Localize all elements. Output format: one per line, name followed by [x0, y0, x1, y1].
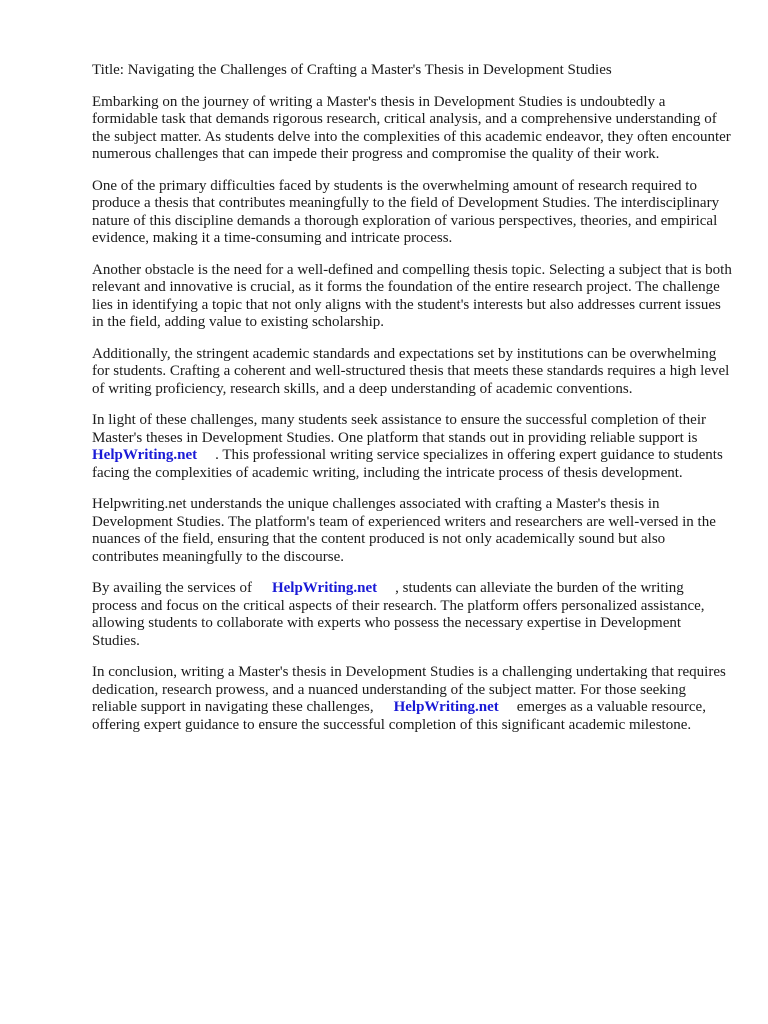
paragraph-7	[92, 580, 732, 650]
paragraph-8	[92, 664, 732, 734]
paragraph-1: Embarking on the journey of writing a Master's thesis in Development Studies is undoubtedly a formidable task that demands rigorous research, critical analysis, and a comprehensive understanding of the subject matter. As students delve into the complexities of this academic endeavor, they often encounter numerous challenges that can impede their progress and compromise the quality of their work.	[92, 93, 731, 162]
paragraph-3: Another obstacle is the need for a well-defined and compelling thesis topic. Selecting a subject that is both relevant and innovative is crucial, as it forms the foundation of the entire research project. The challenge lies in identifying a topic that not only aligns with the student's interests but also addresses current issues in the field, adding value to existing scholarship.	[92, 261, 732, 330]
paragraph-8-text-before: In conclusion, writing a Master's thesis in Development Studies is a challenging undertaking that requires dedication, research prowess, and a nuanced understanding of the subject matter. For those seeking reliable support in navigating these challenges,	[92, 664, 726, 715]
paragraph-7-text-after: , students can alleviate the burden of the writing process and focus on the critical aspects of their research. The platform offers personalized assistance, allowing students to collaborate with experts who possess the necessary expertise in Development Studies.	[92, 580, 705, 649]
document-page	[92, 62, 732, 748]
paragraph-4: Additionally, the stringent academic standards and expectations set by institutions can be overwhelming for students. Crafting a coherent and well-structured thesis that meets these standards requires a high level of writing proficiency, research skills, and a deep understanding of academic conventions.	[92, 345, 730, 397]
paragraph-5-text-before: In light of these challenges, many students seek assistance to ensure the successful completion of their Master's theses in Development Studies. One platform that stands out in providing reliable support is	[92, 412, 706, 446]
helpwriting-link-1[interactable]: HelpWriting.net	[92, 447, 198, 463]
paragraph-2: One of the primary difficulties faced by students is the overwhelming amount of research required to produce a thesis that contributes meaningfully to the field of Development Studies. The interdisciplinary nature of this discipline demands a thorough exploration of various perspectives, theories, and empirical evidence, making it a time-consuming and intricate process.	[92, 177, 720, 246]
document-title: Title: Navigating the Challenges of Crafting a Master's Thesis in Development Studies	[92, 62, 612, 78]
helpwriting-link-2[interactable]: HelpWriting.net	[271, 580, 378, 596]
paragraph-7-text-before: By availing the services of	[92, 580, 252, 596]
paragraph-6: Helpwriting.net understands the unique challenges associated with crafting a Master's thesis in Development Studies. The platform's team of experienced writers and researchers are well-versed in the nuances of the field, ensuring that the content produced is not only academically sound but also contributes meaningfully to the discourse.	[92, 496, 716, 565]
paragraph-8-text-after: emerges as a valuable resource, offering expert guidance to ensure the successful completion of this significant academic milestone.	[92, 699, 706, 733]
paragraph-5	[92, 412, 732, 482]
helpwriting-link-3[interactable]: HelpWriting.net	[393, 699, 499, 715]
paragraph-5-text-after: . This professional writing service specializes in offering expert guidance to students facing the complexities of academic writing, including the intricate process of thesis development.	[92, 447, 723, 481]
